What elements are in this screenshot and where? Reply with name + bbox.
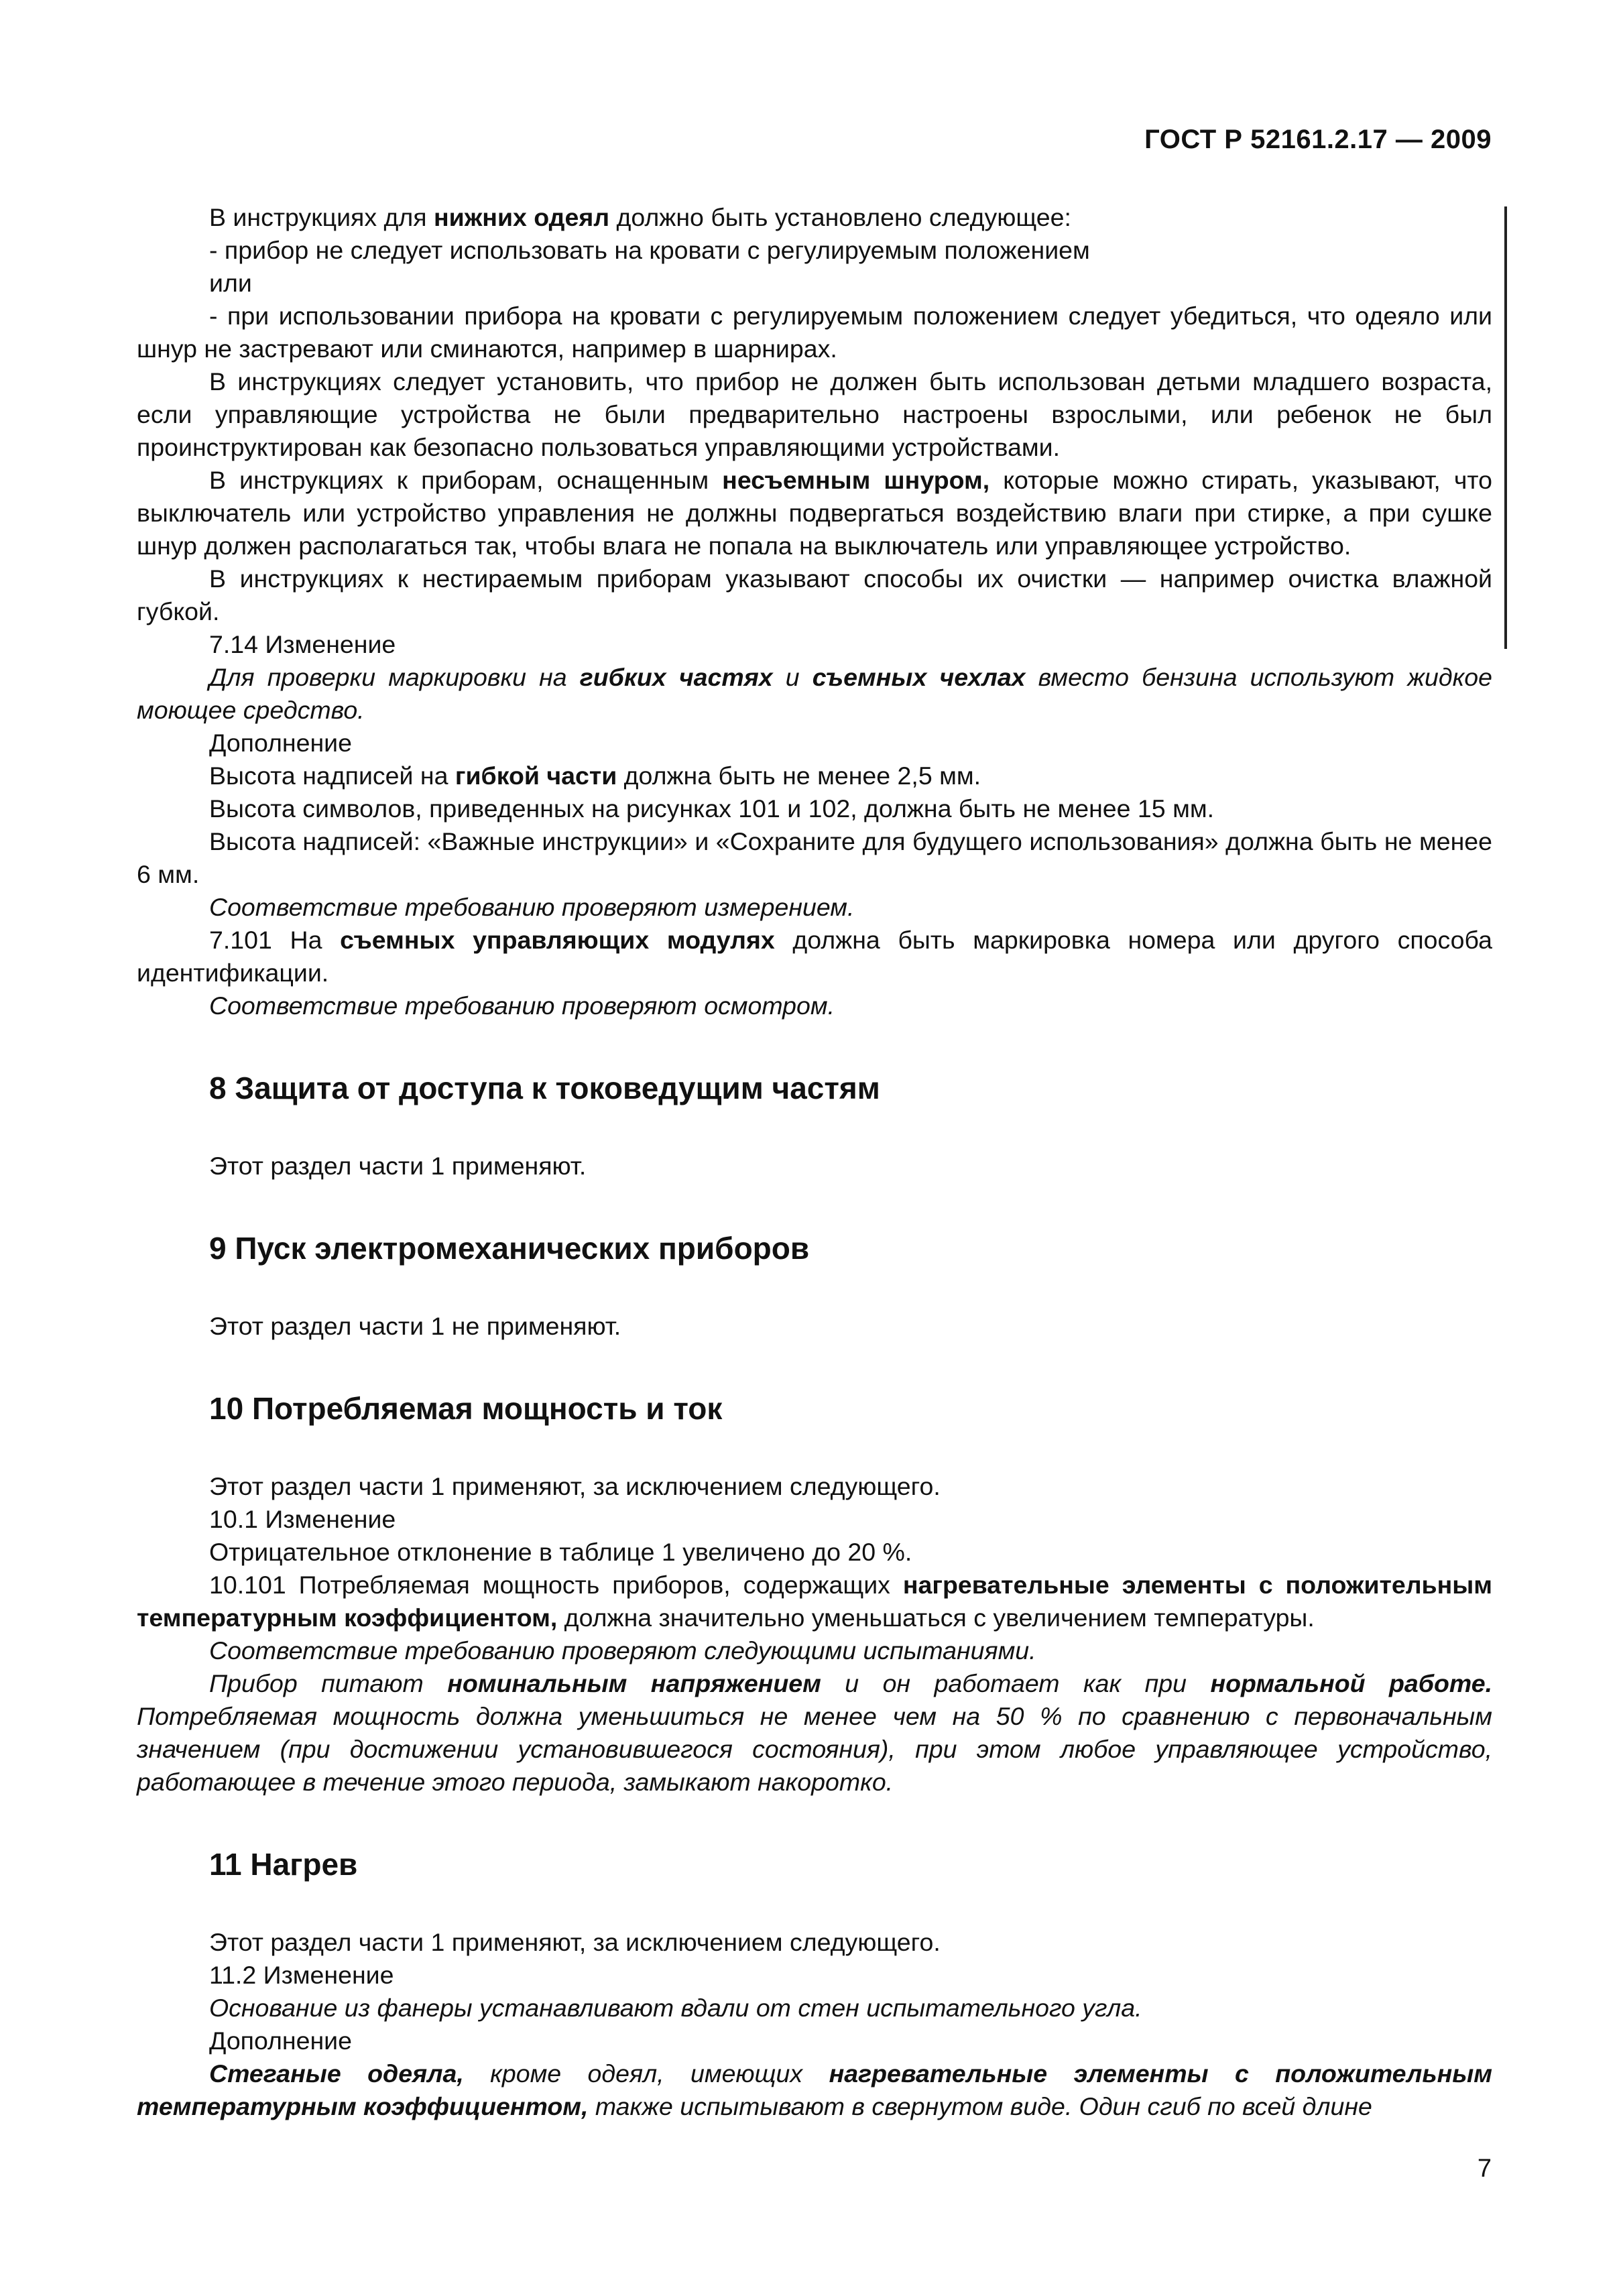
paragraph: [137, 1503, 1492, 1536]
paragraph: [137, 300, 1492, 365]
bold-term: гибкой части: [455, 762, 617, 790]
text-run: 7.14 Изменение: [209, 630, 396, 658]
document-header: ГОСТ Р 52161.2.17 — 2009: [1144, 125, 1492, 154]
text-run: Прибор питают: [209, 1669, 448, 1697]
paragraph: [137, 1634, 1492, 1667]
bold-term: Стеганые одеяла,: [209, 2059, 464, 2088]
text-run: Этот раздел части 1 не применяют.: [209, 1312, 621, 1340]
paragraph: [137, 989, 1492, 1022]
paragraph: [137, 562, 1492, 628]
document-body: [137, 201, 1492, 2123]
text-run: также испытывают в свернутом виде. Один сгиб по всей длине: [588, 2092, 1372, 2120]
paragraph: [137, 628, 1492, 661]
section-heading: [137, 1390, 1492, 1427]
text-run: Дополнение: [209, 2027, 352, 2055]
text-run: Отрицательное отклонение в таблице 1 увеличено до 20 %.: [209, 1538, 912, 1566]
paragraph: [137, 1569, 1492, 1634]
text-run: В инструкциях к приборам, оснащенным: [209, 466, 723, 494]
text-run: В инструкциях следует установить, что прибор не должен быть использован детьми младшего возраста, если управляющие устройства не были предварительно настроены взрослыми, или ребенок не был проинструктирован как безопасно пользоваться управляющими устройствами.: [137, 367, 1492, 461]
text-run: Основание из фанеры устанавливают вдали от стен испытательного угла.: [209, 1994, 1142, 2022]
text-run: Потребляемая мощность должна уменьшиться не менее чем на 50 % по сравнению с первоначальным значением (при достижении установившегося состояния), при этом любое управляющее устройство, работающее в течение этого периода, замыкают накоротко.: [137, 1702, 1492, 1796]
bold-term: несъемным шнуром,: [722, 466, 990, 494]
text-run: кроме одеял, имеющих: [463, 2059, 829, 2088]
text-run: - прибор не следует использовать на кровати с регулируемым положением: [209, 236, 1090, 264]
paragraph: [137, 201, 1492, 234]
text-run: 11 Нагрев: [209, 1847, 358, 1882]
section-heading: [137, 1229, 1492, 1267]
text-run: 8 Защита от доступа к токоведущим частям: [209, 1071, 880, 1105]
page-number: 7: [1477, 2155, 1492, 2183]
paragraph: [137, 2057, 1492, 2123]
text-run: Этот раздел части 1 применяют, за исключением следующего.: [209, 1472, 941, 1500]
paragraph: [137, 1470, 1492, 1503]
text-run: или: [209, 269, 252, 297]
paragraph: [137, 1150, 1492, 1183]
text-run: В инструкциях для: [209, 203, 434, 231]
text-run: вместо бензина используют жидкое моющее средство.: [137, 663, 1493, 724]
text-run: должно быть установлено следующее:: [609, 203, 1071, 231]
paragraph: [137, 2025, 1492, 2057]
paragraph: [137, 464, 1492, 562]
paragraph: [137, 1992, 1492, 2025]
bold-term: нормальной работе.: [1210, 1669, 1492, 1697]
text-run: Для проверки маркировки на: [209, 663, 580, 691]
text-run: 11.2 Изменение: [209, 1961, 394, 1989]
paragraph: [137, 1959, 1492, 1992]
text-run: должна быть не менее 2,5 мм.: [617, 762, 981, 790]
text-run: Этот раздел части 1 применяют.: [209, 1152, 587, 1180]
text-run: Высота надписей: «Важные инструкции» и «Сохраните для будущего использования» должна быть не менее 6 мм.: [137, 827, 1492, 888]
paragraph: [137, 365, 1492, 464]
paragraph: [137, 924, 1492, 989]
bold-term: съемных управляющих модулях: [340, 926, 775, 954]
paragraph: [137, 760, 1492, 792]
bold-term: съемных чехлах: [812, 663, 1026, 691]
paragraph: [137, 661, 1492, 727]
text-run: и: [772, 663, 813, 691]
text-run: и он работает как при: [821, 1669, 1211, 1697]
text-run: 10 Потребляемая мощность и ток: [209, 1391, 723, 1426]
text-run: В инструкциях к нестираемым приборам указывают способы их очистки — например очистка влажной губкой.: [137, 564, 1492, 625]
text-run: Соответствие требованию проверяют осмотром.: [209, 991, 835, 1020]
paragraph: [137, 1667, 1492, 1799]
text-run: 9 Пуск электромеханических приборов: [209, 1231, 810, 1266]
change-bar: [1504, 206, 1507, 649]
text-run: должна значительно уменьшаться с увеличением температуры.: [557, 1604, 1315, 1632]
text-run: Соответствие требованию проверяют измерением.: [209, 893, 855, 921]
text-run: которые можно стирать, указывают, что выключатель или устройство управления не должны подвергаться воздействию влаги при стирке, а при сушке шнур должен располагаться так, чтобы влага не попала на выключатель или управляющее устройство.: [137, 466, 1492, 560]
text-run: Высота надписей на: [209, 762, 455, 790]
text-run: должна быть маркировка номера или другого способа идентификации.: [137, 926, 1492, 987]
text-run: 10.1 Изменение: [209, 1505, 396, 1533]
paragraph: [137, 727, 1492, 760]
section-heading: [137, 1069, 1492, 1107]
text-run: 10.101 Потребляемая мощность приборов, содержащих: [209, 1571, 903, 1599]
bold-term: нижних одеял: [434, 203, 610, 231]
section-heading: [137, 1846, 1492, 1883]
paragraph: [137, 891, 1492, 924]
bold-term: номинальным напряжением: [447, 1669, 821, 1697]
bold-term: нагревательные элементы с положительным температурным коэффициентом,: [137, 1571, 1493, 1632]
paragraph: [137, 825, 1492, 891]
text-run: 7.101 На: [209, 926, 341, 954]
text-run: Высота символов, приведенных на рисунках 101 и 102, должна быть не менее 15 мм.: [209, 794, 1215, 823]
bold-term: нагревательные элементы с положительным температурным коэффициентом,: [137, 2059, 1493, 2120]
paragraph: [137, 1310, 1492, 1343]
text-run: Дополнение: [209, 729, 352, 757]
text-run: Соответствие требованию проверяют следующими испытаниями.: [209, 1636, 1036, 1665]
paragraph: [137, 792, 1492, 825]
bold-term: гибких частях: [579, 663, 773, 691]
text-run: - при использовании прибора на кровати с регулируемым положением следует убедиться, что одеяло или шнур не застревают или сминаются, например в шарнирах.: [137, 302, 1492, 363]
paragraph: [137, 1536, 1492, 1569]
paragraph: [137, 267, 1492, 300]
text-run: Этот раздел части 1 применяют, за исключением следующего.: [209, 1928, 941, 1956]
paragraph: [137, 1926, 1492, 1959]
paragraph: [137, 234, 1492, 267]
